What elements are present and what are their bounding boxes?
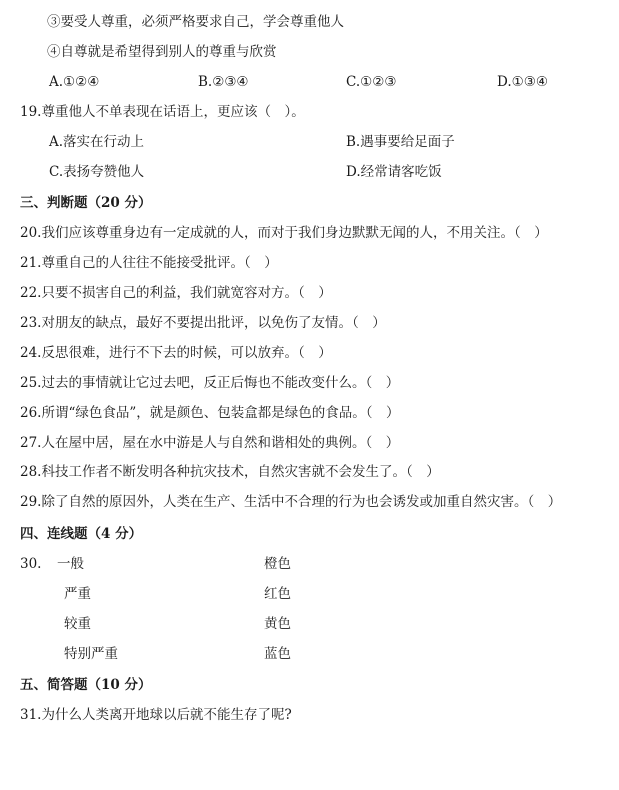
short-answer-31: 31.为什么人类离开地球以后就不能生存了呢?: [20, 707, 292, 723]
q18-statement-3: ③要受人尊重，必须严格要求自己，学会尊重他人: [47, 14, 344, 30]
judge-item-22: 22.只要不损害自己的利益，我们就宽容对方。（ ）: [20, 285, 332, 301]
q18-option-a: A.①②④: [49, 74, 100, 90]
q18-option-b: B.②③④: [198, 74, 249, 90]
match-left-item-3: 较重: [64, 616, 91, 632]
match-right-item-1: 橙色: [264, 556, 291, 572]
q19-option-d: D.经常请客吃饭: [346, 164, 442, 180]
judge-item-24: 24.反思很难，进行不下去的时候，可以放弃。（ ）: [20, 345, 332, 361]
q18-option-d: D.①③④: [497, 74, 548, 90]
q19-option-c: C.表扬夸赞他人: [49, 164, 145, 180]
judge-item-28: 28.科技工作者不断发明各种抗灾技术，自然灾害就不会发生了。（ ）: [20, 464, 440, 480]
judge-item-21: 21.尊重自己的人往往不能接受批评。（ ）: [20, 255, 278, 271]
q18-statement-4: ④自尊就是希望得到别人的尊重与欣赏: [47, 44, 277, 60]
section-3-heading: 三、判断题（20 分）: [20, 195, 152, 211]
match-left-item-4: 特别严重: [64, 646, 118, 662]
section-4-heading: 四、连线题（4 分）: [20, 526, 143, 542]
judge-item-29: 29.除了自然的原因外，人类在生产、生活中不合理的行为也会诱发或加重自然灾害。（ ）: [20, 494, 562, 510]
match-left-item-2: 严重: [64, 586, 91, 602]
match-right-item-4: 蓝色: [264, 646, 291, 662]
judge-item-27: 27.人在屋中居，屋在水中游是人与自然和谐相处的典例。（ ）: [20, 435, 400, 451]
match-right-item-3: 黄色: [264, 616, 291, 632]
q19-option-a: A.落实在行动上: [49, 134, 145, 150]
match-right-item-2: 红色: [264, 586, 291, 602]
q18-option-c: C.①②③: [346, 74, 397, 90]
match-question-number: 30.: [20, 556, 42, 572]
section-5-heading: 五、简答题（10 分）: [20, 677, 152, 693]
q19-option-b: B.遇事要给足面子: [346, 134, 455, 150]
judge-item-25: 25.过去的事情就让它过去吧，反正后悔也不能改变什么。（ ）: [20, 375, 400, 391]
match-left-item-1: 一般: [57, 556, 84, 572]
judge-item-20: 20.我们应该尊重身边有一定成就的人，而对于我们身边默默无闻的人，不用关注。（ ）: [20, 225, 548, 241]
q19-stem: 19.尊重他人不单表现在话语上，更应该（ ）。: [20, 104, 305, 120]
judge-item-23: 23.对朋友的缺点，最好不要提出批评，以免伤了友情。（ ）: [20, 315, 386, 331]
judge-item-26: 26.所谓“绿色食品”，就是颜色、包装盒都是绿色的食品。（ ）: [20, 405, 400, 421]
